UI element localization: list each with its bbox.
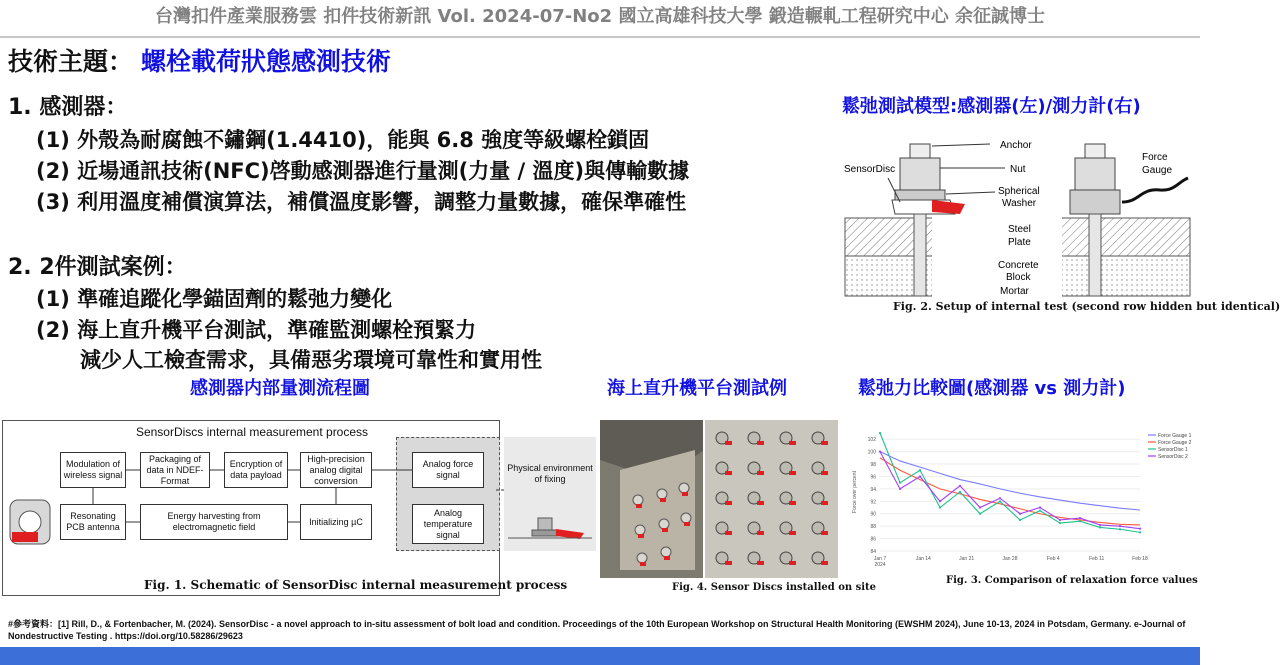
label-steel: Steel bbox=[1008, 224, 1031, 235]
label-gauge: Gauge bbox=[1142, 165, 1173, 176]
section1-point-3: (3) 利用溫度補償演算法，補償溫度影響，調整力量數據，確保準確性 bbox=[36, 190, 687, 214]
photo-sensor-tag bbox=[725, 471, 732, 475]
chart-point bbox=[1019, 519, 1021, 521]
photo-sensor-tag bbox=[789, 441, 796, 445]
box-environment: Physical environment of fixing bbox=[504, 437, 596, 551]
photo-bolt bbox=[659, 519, 669, 529]
photo-sensor-tag bbox=[757, 471, 764, 475]
fig2-test-setup-diagram bbox=[840, 118, 1195, 318]
title-topic: 螺栓載荷狀態感測技術 bbox=[141, 47, 392, 76]
chart-point bbox=[1139, 531, 1141, 533]
chart-y-tick: 98 bbox=[870, 462, 876, 469]
box-energy: Energy harvesting from electromagnetic field bbox=[140, 504, 288, 540]
fig4-caption: Fig. 4. Sensor Discs installed on site bbox=[672, 582, 877, 593]
fig2-caption: Fig. 2. Setup of internal test (second row hidden but identical) bbox=[893, 300, 1280, 313]
fig2-svg bbox=[840, 118, 1195, 318]
caption-comparison: 鬆弛力比較圖(感測器 vs 測力計) bbox=[858, 378, 1126, 399]
chart-y-tick: 100 bbox=[867, 449, 876, 456]
photo-sensor-tag bbox=[821, 441, 828, 445]
leader-washer bbox=[946, 192, 995, 194]
box-init: Initializing µC bbox=[300, 504, 372, 540]
env-bolt-washer bbox=[532, 530, 558, 536]
fig3-chart-svg bbox=[850, 425, 1190, 575]
box-high-precision: High-precision analog digital conversion bbox=[300, 452, 372, 488]
chart-x-tick: Feb 11 bbox=[1089, 556, 1105, 562]
box-modulation: Modulation of wireless signal bbox=[60, 452, 126, 488]
section1-heading: 1. 感測器： bbox=[8, 95, 128, 120]
label-sensordisc: SensorDisc bbox=[844, 164, 896, 175]
chart-point bbox=[899, 482, 901, 484]
chart-y-tick: 102 bbox=[867, 437, 876, 444]
photo-sensor-tag bbox=[757, 501, 764, 505]
label-spherical: Spherical bbox=[998, 186, 1040, 197]
photo-sensor-tag bbox=[821, 471, 828, 475]
sensordisc-label bbox=[12, 532, 38, 542]
reference-citation: #參考資料：[1] Rill, D., & Fortenbacher, M. (2024). SensorDisc - a novel approach to in-situ assessment of bolt load and condition. Proceedings of the 10th European Workshop on Structural Health Monitoring (EWSHM 2024), June 10-13, 2024 in Potsdam, Germany. e-Journal of Nondestructive Testing . https://doi.org/10.58286/29623 bbox=[8, 619, 1186, 641]
chart-y-tick: 86 bbox=[870, 536, 876, 543]
chart-x-tick: Feb 4 bbox=[1046, 556, 1060, 562]
fig3-caption: Fig. 3. Comparison of relaxation force values bbox=[946, 575, 1198, 586]
force-gauge-cable bbox=[1122, 178, 1188, 202]
label-mortar: Mortar bbox=[1000, 286, 1029, 297]
chart-legend-entry: Force Gauge 1 bbox=[1158, 433, 1192, 439]
box-packaging: Packaging of data in NDEF-Format bbox=[140, 452, 210, 488]
photo-sensor-tag bbox=[684, 522, 690, 526]
plate-label-area bbox=[932, 216, 1062, 298]
box-force-signal: Analog force signal bbox=[412, 452, 484, 488]
chart-point bbox=[1099, 524, 1101, 526]
chart-point bbox=[1139, 528, 1141, 530]
chart-point bbox=[999, 500, 1001, 502]
chart-x-tick: 2024 bbox=[874, 562, 886, 568]
sensordisc-tag bbox=[932, 200, 965, 214]
chart-y-tick: 88 bbox=[870, 524, 876, 531]
bolt-nut-left bbox=[900, 158, 940, 190]
section2-point-1: (1) 準確追蹤化學錨固劑的鬆弛力變化 bbox=[36, 287, 393, 311]
leader-anchor bbox=[932, 144, 990, 146]
chart-point bbox=[1119, 525, 1121, 527]
fig1-title: SensorDiscs internal measurement process bbox=[135, 425, 369, 439]
bolt-anchor-left bbox=[910, 144, 930, 158]
chart-point bbox=[1079, 517, 1081, 519]
chart-y-tick: 92 bbox=[870, 499, 876, 506]
chart-point bbox=[959, 485, 961, 487]
chart-point bbox=[879, 432, 881, 434]
chart-x-tick: Jan 21 bbox=[959, 556, 975, 562]
chart-point bbox=[1059, 522, 1061, 524]
chart-y-label: Force over percent bbox=[852, 471, 858, 513]
photo-bolt bbox=[661, 547, 671, 557]
photo-sensor-tag bbox=[662, 528, 668, 532]
title-label: 技術主題： bbox=[8, 47, 134, 76]
section1-point-1: (1) 外殼為耐腐蝕不鏽鋼(1.4410)，能與 6.8 強度等級螺栓鎖固 bbox=[36, 128, 650, 152]
photo-sensor-tag bbox=[789, 501, 796, 505]
photo-sensor-tag bbox=[725, 531, 732, 535]
caption-test-model: 鬆弛測試模型:感測器(左)/測力計(右) bbox=[842, 96, 1141, 117]
chart-x-tick: Feb 18 bbox=[1132, 556, 1148, 562]
chart-point bbox=[939, 500, 941, 502]
label-nut: Nut bbox=[1010, 164, 1026, 175]
env-bolt-head bbox=[538, 518, 552, 530]
photo-sensor-tag bbox=[636, 504, 642, 508]
chart-point bbox=[919, 475, 921, 477]
photo-sensor-tag bbox=[821, 531, 828, 535]
chart-point bbox=[879, 451, 881, 453]
chart-point bbox=[919, 469, 921, 471]
section2-point-3: 減少人工檢查需求，具備惡劣環境可靠性和實用性 bbox=[80, 348, 542, 372]
box-resonating: Resonating PCB antenna bbox=[60, 504, 126, 540]
chart-y-tick: 90 bbox=[870, 511, 876, 518]
chart-point bbox=[1119, 528, 1121, 530]
sensordisc-hole bbox=[19, 511, 41, 533]
chart-point bbox=[959, 491, 961, 493]
photo-sensor-tag bbox=[725, 441, 732, 445]
photo-bolt bbox=[681, 513, 691, 523]
label-washer: Washer bbox=[1002, 198, 1037, 209]
photo-sensor-tag bbox=[664, 556, 670, 560]
chart-x-tick: Jan 28 bbox=[1002, 556, 1018, 562]
photo-sensor-tag bbox=[821, 561, 828, 565]
bolt-nut-right bbox=[1075, 158, 1115, 190]
fig1-connectors bbox=[0, 430, 600, 560]
caption-platform: 海上直升機平台測試例 bbox=[607, 378, 787, 399]
chart-point bbox=[1059, 519, 1061, 521]
photo-sensor-tag bbox=[757, 531, 764, 535]
caption-flowchart: 感測器内部量測流程圖 bbox=[190, 378, 370, 399]
photo-left-wall bbox=[620, 450, 695, 570]
photo-sensor-tag bbox=[682, 492, 688, 496]
chart-x-tick: Jan 14 bbox=[915, 556, 931, 562]
box-temperature-signal: Analog temperature signal bbox=[412, 504, 484, 544]
photo-sensor-tag bbox=[640, 562, 646, 566]
box-encryption: Encryption of data payload bbox=[224, 452, 288, 488]
fig1-caption: Fig. 1. Schematic of SensorDisc internal measurement process bbox=[144, 578, 568, 592]
bolt-anchor-right bbox=[1085, 144, 1105, 158]
photo-bolt bbox=[637, 553, 647, 563]
chart-series-line bbox=[880, 433, 1140, 532]
chart-point bbox=[979, 513, 981, 515]
label-force: Force bbox=[1142, 152, 1168, 163]
photo-bolt bbox=[679, 483, 689, 493]
chart-point bbox=[1099, 526, 1101, 528]
chart-point bbox=[1039, 510, 1041, 512]
chart-y-tick: 84 bbox=[870, 549, 876, 555]
chart-x-tick: Jan 7 bbox=[873, 556, 887, 562]
section2-point-2: (2) 海上直升機平台測試，準確監測螺栓預緊力 bbox=[36, 318, 477, 342]
header-divider bbox=[0, 36, 1200, 38]
chart-series-line bbox=[880, 452, 1140, 529]
chart-point bbox=[939, 506, 941, 508]
bolt-shaft-left bbox=[914, 214, 926, 296]
label-block: Block bbox=[1006, 272, 1031, 283]
chart-point bbox=[899, 488, 901, 490]
chart-legend-entry: SensorDisc 1 bbox=[1158, 447, 1188, 453]
photo-bolt bbox=[657, 489, 667, 499]
photo-bolt bbox=[633, 495, 643, 505]
photo-sensor-tag bbox=[821, 501, 828, 505]
footer-bar bbox=[0, 647, 1200, 665]
photo-sensor-tag bbox=[638, 534, 644, 538]
chart-point bbox=[979, 506, 981, 508]
photo-bolt bbox=[635, 525, 645, 535]
section2-heading: 2. 2件測試案例： bbox=[8, 255, 187, 280]
chart-point bbox=[1019, 513, 1021, 515]
chart-y-tick: 96 bbox=[870, 474, 876, 481]
photo-sensor-tag bbox=[725, 561, 732, 565]
fig4-site-photos bbox=[600, 420, 838, 578]
page-title bbox=[8, 42, 391, 78]
chart-legend-entry: Force Gauge 2 bbox=[1158, 440, 1192, 446]
photo-sensor-tag bbox=[660, 498, 666, 502]
chart-point bbox=[999, 497, 1001, 499]
photo-sensor-tag bbox=[757, 441, 764, 445]
fig4-photo-svg bbox=[600, 420, 838, 578]
chart-point bbox=[1039, 506, 1041, 508]
photo-sensor-tag bbox=[789, 471, 796, 475]
force-gauge-body bbox=[1070, 190, 1120, 214]
chart-point bbox=[1079, 520, 1081, 522]
photo-sensor-tag bbox=[789, 561, 796, 565]
label-anchor: Anchor bbox=[1000, 140, 1032, 151]
photo-sensor-tag bbox=[757, 561, 764, 565]
washer-left bbox=[895, 190, 945, 200]
label-concrete: Concrete bbox=[998, 260, 1039, 271]
fig3-relaxation-chart bbox=[850, 425, 1190, 575]
label-plate: Plate bbox=[1008, 237, 1031, 248]
photo-sensor-tag bbox=[789, 531, 796, 535]
photo-sensor-tag bbox=[725, 501, 732, 505]
chart-legend-entry: SensorDisc 2 bbox=[1158, 454, 1188, 460]
newsletter-header: 台灣扣件產業服務雲 扣件技術新訊 Vol. 2024-07-No2 國立高雄科技大學 鍛造輾軋工程研究中心 余征誠博士 bbox=[155, 6, 1045, 27]
bolt-shaft-right bbox=[1089, 214, 1101, 296]
chart-y-tick: 94 bbox=[870, 486, 876, 493]
section1-point-2: (2) 近場通訊技術(NFC)啓動感測器進行量測(力量 / 溫度)與傳輸數據 bbox=[36, 159, 690, 183]
